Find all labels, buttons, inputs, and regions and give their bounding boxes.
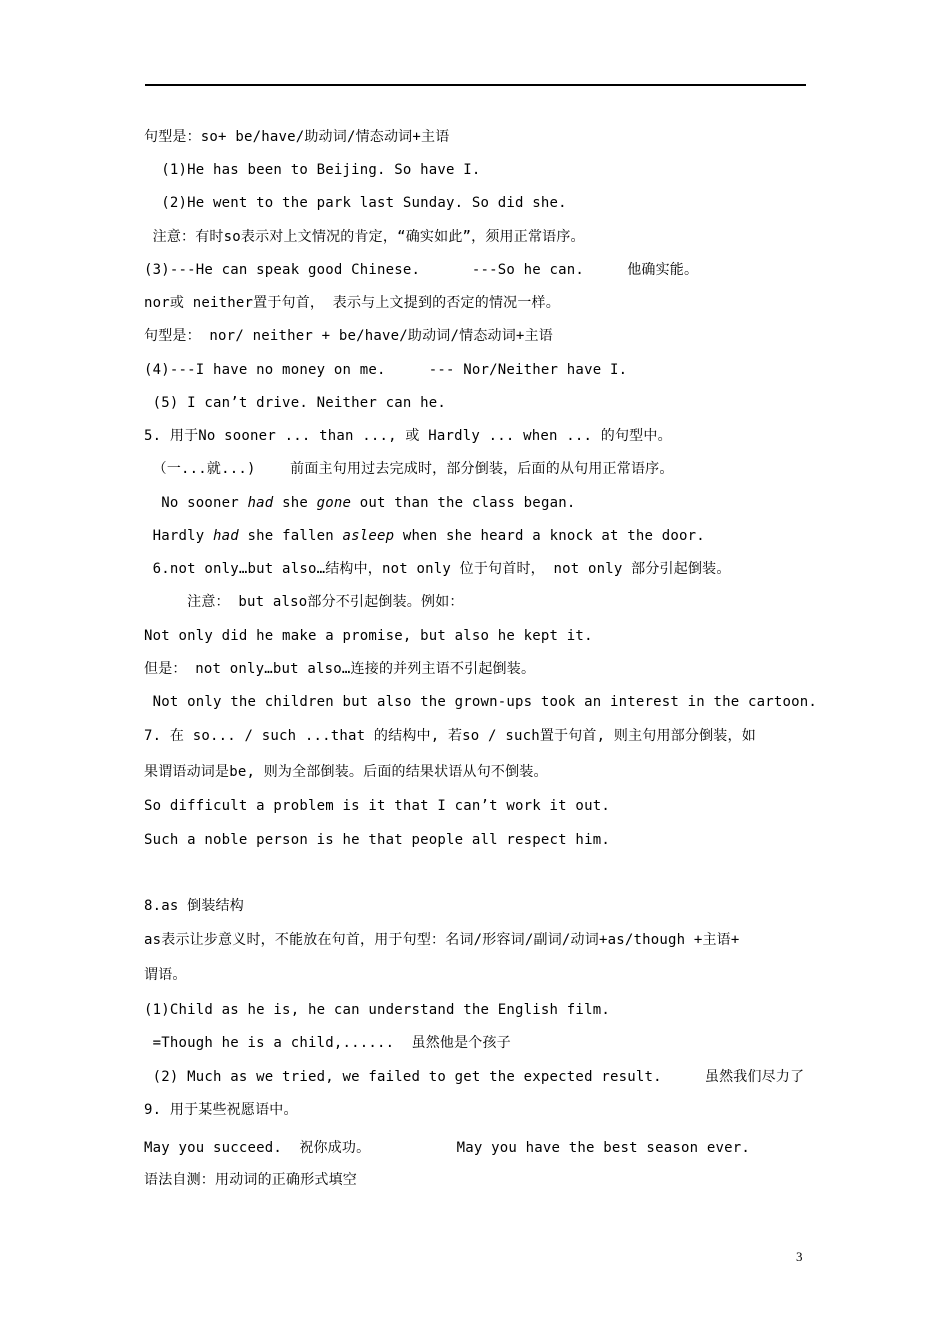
text-line: 5. 用于No sooner ... than ..., 或 Hardly ... when ... 的句型中。 (144, 428, 672, 444)
text-line: 句型是： nor/ neither + be/have/助动词/情态动词+主语 (144, 328, 553, 344)
text-line: (2)He went to the park last Sunday. So did she. (144, 195, 567, 211)
text-line: Such a noble person is he that people all respect him. (144, 832, 610, 848)
text-line: 8.as 倒装结构 (144, 898, 244, 914)
text-line: Hardly had she fallen asleep when she heard a knock at the door. (144, 528, 705, 544)
text-line: as表示让步意义时，不能放在句首，用于句型：名词/形容词/副词/动词+as/though +主语+ (144, 932, 740, 948)
text-line: (4)---I have no money on me. --- Nor/Neither have I. (144, 362, 628, 378)
text-line: 但是： not only…but also…连接的并列主语不引起倒装。 (144, 661, 536, 677)
page-number: 3 (796, 1249, 803, 1264)
text-line: 6.not only…but also…结构中，not only 位于句首时， not only 部分引起倒装。 (144, 561, 731, 577)
text-line: 注意： but also部分不引起倒装。例如： (144, 594, 464, 610)
text-line: （一...就...) 前面主句用过去完成时，部分倒装，后面的从句用正常语序。 (144, 461, 674, 477)
text-line: nor或 neither置于句首， 表示与上文提到的否定的情况一样。 (144, 295, 560, 311)
text-line: (3)---He can speak good Chinese. ---So he can. 他确实能。 (144, 262, 699, 278)
text-line: May you succeed. 祝你成功。 May you have the best season ever. (144, 1140, 750, 1156)
text-line: 句型是：so+ be/have/助动词/情态动词+主语 (144, 129, 450, 145)
text-line: 9. 用于某些祝愿语中。 (144, 1102, 298, 1118)
text-line: So difficult a problem is it that I can’t work it out. (144, 798, 610, 814)
text-line: 语法自测：用动词的正确形式填空 (144, 1172, 357, 1188)
text-line: Not only the children but also the grown-ups took an interest in the cartoon. (144, 694, 818, 710)
text-line: Not only did he make a promise, but also he kept it. (144, 628, 593, 644)
text-line: =Though he is a child,...... 虽然他是个孩子 (144, 1035, 511, 1051)
text-line: 注意：有时so表示对上文情况的肯定，“确实如此”，须用正常语序。 (144, 229, 585, 245)
text-line: (1)He has been to Beijing. So have I. (144, 162, 481, 178)
text-line: No sooner had she gone out than the class began. (144, 495, 576, 511)
header-rule (145, 84, 806, 86)
text-line: (1)Child as he is, he can understand the English film. (144, 1002, 610, 1018)
text-line: (5) I can’t drive. Neither can he. (144, 395, 447, 411)
text-line: 7. 在 so... / such ...that 的结构中, 若so / such置于句首, 则主句用部分倒装，如 (144, 728, 756, 744)
text-line: (2) Much as we tried, we failed to get the expected result. 虽然我们尽力了 (144, 1069, 805, 1085)
text-line: 果谓语动词是be, 则为全部倒装。后面的结果状语从句不倒装。 (144, 764, 548, 780)
text-line: 谓语。 (144, 967, 187, 983)
